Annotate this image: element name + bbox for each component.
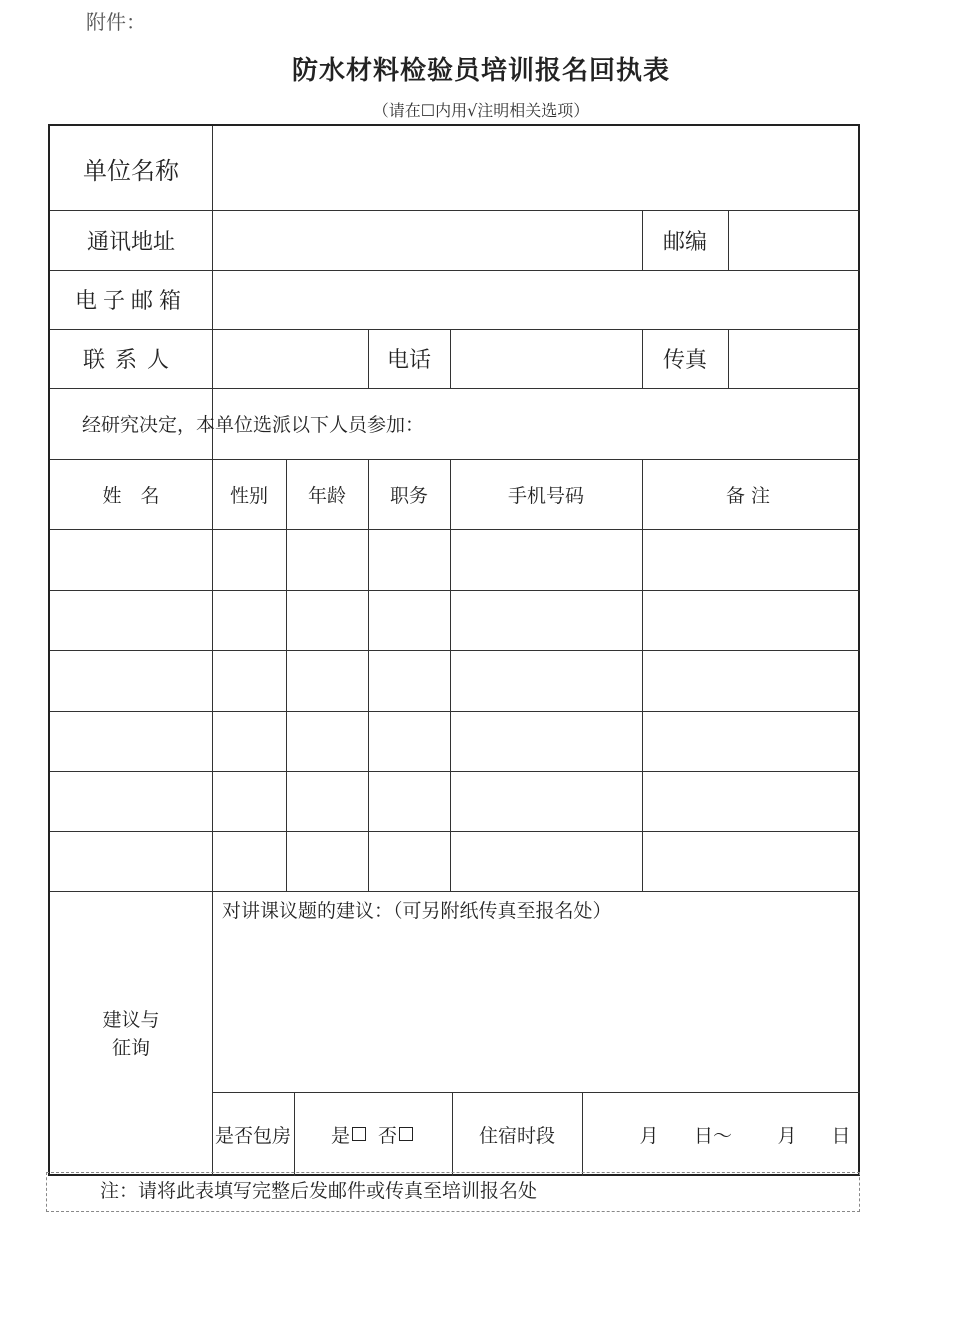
- suggestion-prompt: 对讲课议题的建议：（可另附纸传真至报名处）: [222, 899, 612, 922]
- col-divider: [212, 126, 213, 1176]
- stay-start-day: 日～: [693, 1124, 732, 1147]
- row-divider: [50, 650, 860, 651]
- phone-field[interactable]: [452, 329, 642, 388]
- fax-field[interactable]: [730, 329, 860, 388]
- row-divider: [50, 590, 860, 591]
- form-subtitle: （请在☐内用√注明相关选项）: [372, 101, 590, 120]
- lodging-yes-checkbox[interactable]: [352, 1127, 366, 1141]
- stay-end-day: 日: [831, 1124, 851, 1147]
- col-divider: [728, 329, 729, 388]
- row-divider: [50, 831, 860, 832]
- attachment-label: 附件：: [86, 10, 146, 34]
- col-header-mobile: 手机号码: [507, 484, 584, 507]
- row-divider: [50, 529, 860, 530]
- suggestion-field[interactable]: [214, 926, 860, 1090]
- suggestion-label-line2: 征询: [111, 1036, 150, 1059]
- col-divider: [450, 329, 451, 388]
- col-header-age: 年龄: [307, 484, 346, 507]
- unit-name-field[interactable]: [214, 126, 860, 210]
- footnote: 注：请将此表填写完整后发邮件或传真至培训报名处: [100, 1180, 538, 1202]
- col-divider: [728, 210, 729, 270]
- col-header-name: 姓 名: [102, 484, 160, 507]
- lodging-options: [294, 1092, 452, 1176]
- stay-period-label: 住宿时段: [478, 1124, 555, 1147]
- unit-name-label: 单位名称: [83, 156, 179, 185]
- col-header-remarks: 备注: [725, 484, 776, 507]
- row-divider: [50, 771, 860, 772]
- contact-label: 联系人: [82, 348, 179, 373]
- decision-text: 经研究决定，本单位选派以下人员参加：: [82, 414, 425, 436]
- postcode-field[interactable]: [730, 210, 860, 270]
- col-header-position: 职务: [389, 484, 428, 507]
- col-divider: [582, 1092, 583, 1176]
- stay-end-month: 月: [777, 1124, 797, 1147]
- email-field[interactable]: [214, 270, 860, 329]
- row-divider: [50, 711, 860, 712]
- address-label: 通讯地址: [86, 229, 175, 255]
- fax-label: 传真: [662, 348, 707, 373]
- contact-field[interactable]: [214, 329, 368, 388]
- col-header-gender: 性别: [229, 484, 268, 507]
- form-title: 防水材料检验员培训报名回执表: [291, 56, 670, 86]
- stay-start-month: 月: [639, 1124, 659, 1147]
- phone-label: 电话: [386, 348, 431, 373]
- lodging-no-label: 否: [378, 1124, 398, 1147]
- email-label: 电子邮箱: [74, 289, 187, 314]
- lodging-no-checkbox[interactable]: [399, 1127, 413, 1141]
- lodging-yes-label: 是: [330, 1124, 350, 1147]
- suggestion-label: [50, 891, 212, 1176]
- lodging-label: 是否包房: [214, 1124, 291, 1147]
- suggestion-label-line1: 建议与: [102, 1008, 160, 1031]
- postcode-label: 邮编: [662, 229, 707, 255]
- registration-form: [48, 124, 860, 1176]
- address-field[interactable]: [214, 210, 642, 270]
